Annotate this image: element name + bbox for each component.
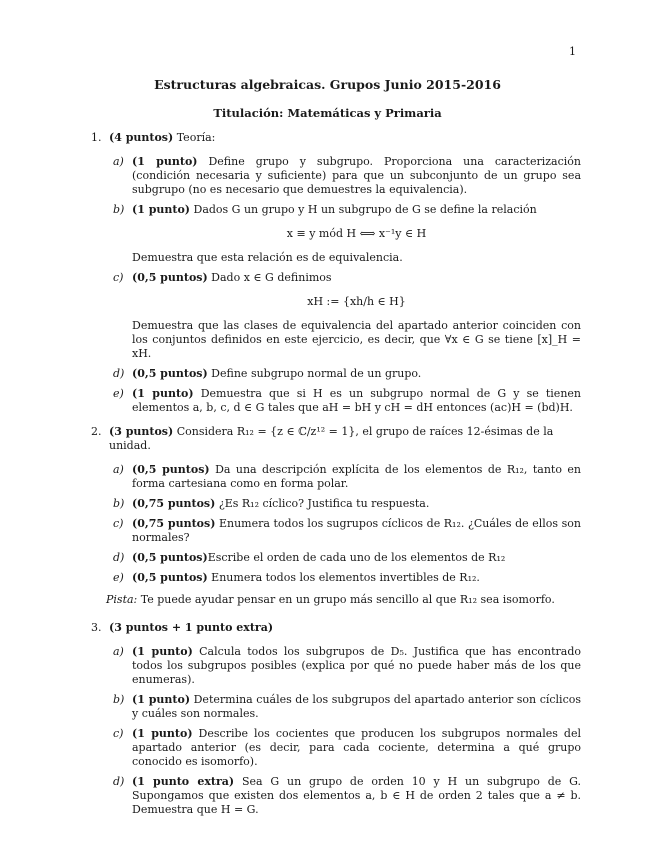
- question-number: 1.: [91, 131, 102, 144]
- question-text: Teoría:: [173, 131, 216, 144]
- question-1: [91, 131, 581, 415]
- item-points: (0,5 puntos): [132, 463, 210, 476]
- item-text: Demuestra que si H es un subgrupo normal de G y se tienen elementos a, b, c, d ∈ G tales que aH = bH y cH = dH entonces (ac)H = (bd)H.: [132, 387, 581, 414]
- item-label: e): [113, 387, 124, 400]
- list-item: [113, 387, 581, 415]
- question-number: 3.: [91, 621, 102, 634]
- question-points: (3 puntos + 1 punto extra): [109, 621, 274, 634]
- item-text: ¿Es R₁₂ cíclico? Justifica tu respuesta.: [215, 497, 430, 510]
- list-item: [113, 497, 581, 511]
- question-3: [91, 621, 581, 817]
- question-text: Considera R₁₂ = {z ∈ ℂ/z¹² = 1}, el grupo de raíces 12-ésimas de la unidad.: [109, 425, 554, 452]
- item-label: b): [113, 203, 125, 216]
- question-items: [113, 463, 581, 585]
- item-points: (0,5 puntos): [132, 551, 208, 564]
- item-label: a): [113, 155, 124, 168]
- item-text: Define grupo y subgrupo. Proporciona una caracterización (condición necesaria y suficiente) para que un subconjunto de un grupo sea subgrupo (no es necesario que demuestres la equivalencia).: [132, 155, 581, 196]
- question-2: [91, 425, 581, 607]
- item-text: Calcula todos los subgrupos de D₅. Justifica que has encontrado todos los subgrupos posibles (explica por qué no puede haber más de los que enumeras).: [132, 645, 582, 686]
- list-item: [113, 463, 581, 491]
- item-text: Escribe el orden de cada uno de los elementos de R₁₂: [207, 551, 506, 564]
- item-followup-text: Demuestra que las clases de equivalencia del apartado anterior coinciden con los conjuntos definidos en este ejercicio, es decir, que ∀x ∈ G se tiene [x]_H = xH.: [132, 319, 581, 360]
- question-points: (3 puntos): [109, 425, 174, 438]
- item-text: Sea G un grupo de orden 10 y H un subgrupo de G. Supongamos que existen dos elementos a, b ∈ H de orden 2 tales que a ≠ b. Demuestra que H = G.: [132, 775, 581, 816]
- item-label: a): [113, 463, 124, 476]
- item-label: e): [113, 571, 124, 584]
- list-item: [113, 693, 581, 721]
- item-text: Enumera todos los sugrupos cíclicos de R₁₂. ¿Cuáles de ellos son normales?: [132, 517, 582, 544]
- item-label: b): [113, 497, 125, 510]
- list-item: [113, 517, 581, 545]
- page-number: 1: [569, 45, 576, 58]
- document-title: Estructuras algebraicas. Grupos Junio 2015-2016: [154, 77, 501, 92]
- item-text: Dado x ∈ G definimos: [207, 271, 332, 284]
- item-points: (1 punto): [132, 203, 190, 216]
- item-text: Enumera todos los elementos invertibles de R₁₂.: [207, 571, 480, 584]
- item-followup-text: Demuestra que esta relación es de equivalencia.: [132, 251, 403, 264]
- item-points: (1 punto): [132, 155, 198, 168]
- display-formula: xH := {xh/h ∈ H}: [307, 295, 406, 308]
- question-header: [91, 131, 581, 145]
- question-header: [91, 425, 581, 453]
- question-points: (4 puntos): [109, 131, 174, 144]
- item-label: c): [113, 517, 124, 530]
- item-text: Dados G un grupo y H un subgrupo de G se define la relación: [190, 203, 537, 216]
- item-points: (1 punto): [132, 645, 193, 658]
- display-formula: x ≡ y mód H ⟺ x⁻¹y ∈ H: [286, 227, 427, 240]
- list-item: [113, 155, 581, 197]
- item-label: c): [113, 727, 124, 740]
- list-item: [113, 727, 581, 769]
- question-number: 2.: [91, 425, 102, 438]
- hint: [106, 593, 581, 607]
- item-points: (1 punto extra): [132, 775, 235, 788]
- item-label: d): [113, 367, 125, 380]
- item-label: a): [113, 645, 124, 658]
- list-item: [113, 571, 581, 585]
- list-item: [113, 551, 581, 565]
- item-points: (0,75 puntos): [132, 497, 216, 510]
- item-points: (0,5 puntos): [132, 367, 208, 380]
- item-label: d): [113, 775, 125, 788]
- document-subtitle: Titulación: Matemáticas y Primaria: [213, 106, 442, 120]
- list-item: [113, 203, 581, 265]
- item-points: (1 punto): [132, 693, 191, 706]
- hint-text: Te puede ayudar pensar en un grupo más sencillo al que R₁₂ sea isomorfo.: [137, 593, 555, 606]
- question-items: [113, 155, 581, 415]
- question-items: [113, 645, 581, 817]
- item-points: (1 punto): [132, 387, 194, 400]
- item-points: (0,75 puntos): [132, 517, 216, 530]
- item-label: c): [113, 271, 124, 284]
- item-text: Define subgrupo normal de un grupo.: [207, 367, 422, 380]
- list-item: [113, 645, 581, 687]
- list-item: [113, 367, 581, 381]
- item-label: b): [113, 693, 125, 706]
- item-text: Determina cuáles de los subgrupos del apartado anterior son cíclicos y cuáles son normales.: [132, 693, 581, 720]
- question-header: [91, 621, 581, 635]
- hint-label: Pista:: [106, 593, 138, 606]
- item-text: Da una descripción explícita de los elementos de R₁₂, tanto en forma cartesiana como en forma polar.: [132, 463, 581, 490]
- list-item: [113, 271, 581, 361]
- item-text: Describe los cocientes que producen los subgrupos normales del apartado anterior (es decir, para cada cociente, determina a qué grupo conocido es isomorfo).: [132, 727, 582, 768]
- item-points: (1 punto): [132, 727, 193, 740]
- item-label: d): [113, 551, 125, 564]
- list-item: [113, 775, 581, 817]
- questions-container: [91, 131, 581, 827]
- item-points: (0,5 puntos): [132, 271, 208, 284]
- item-points: (0,5 puntos): [132, 571, 208, 584]
